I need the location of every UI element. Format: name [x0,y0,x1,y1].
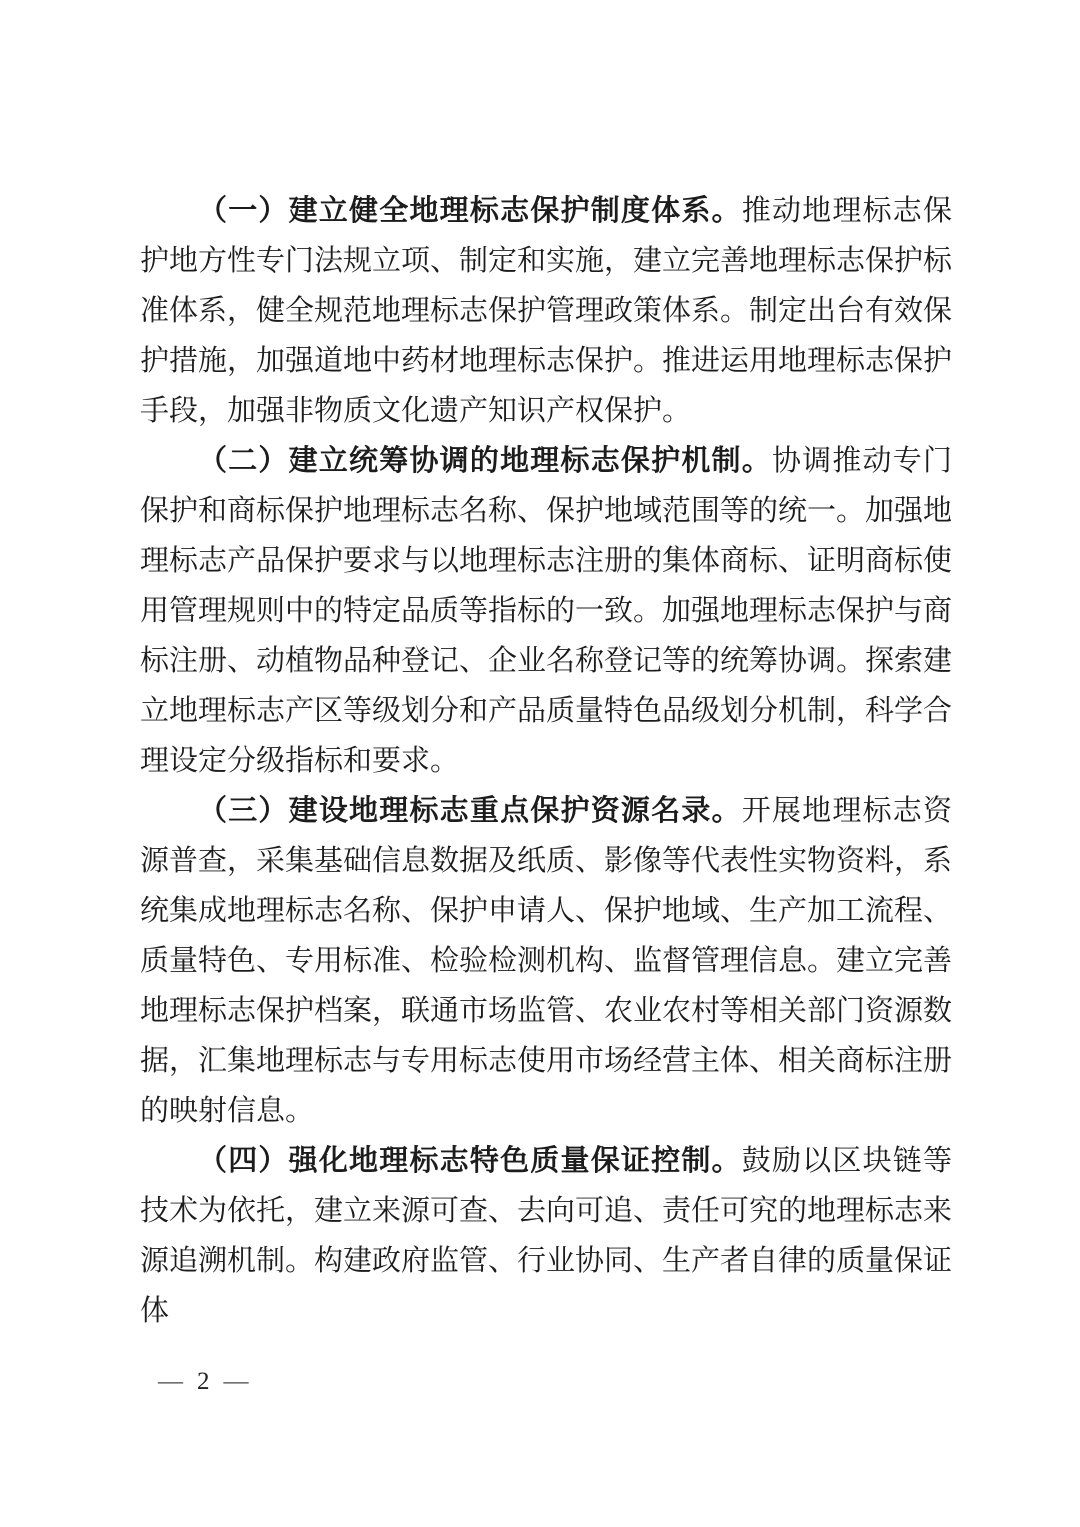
paragraph-2-text: 协调推动专门保护和商标保护地理标志名称、保护地域范围等的统一。加强地理标志产品保护要求与以地理标志注册的集体商标、证明商标使用管理规则中的特定品质等指标的一致。加强地理标志保护与商标注册、动植物品种登记、企业名称登记等的统筹协调。探索建立地理标志产区等级划分和产品质量特色品级划分机制，科学合理设定分级指标和要求。 [140,445,953,777]
paragraph-4-text: 鼓励以区块链等技术为依托，建立来源可查、去向可追、责任可究的地理标志来源追溯机制。构建政府监管、行业协同、生产者自律的质量保证体 [140,1145,953,1327]
page-number: 2 [197,1368,210,1395]
document-body [140,186,952,1336]
paragraph-4-heading: （四）强化地理标志特色质量保证控制。 [198,1145,742,1177]
paragraph-1-heading: （一）建立健全地理标志保护制度体系。 [198,195,742,227]
paragraph-3-text: 开展地理标志资源普查，采集基础信息数据及纸质、影像等代表性实物资料，系统集成地理标志名称、保护申请人、保护地域、生产加工流程、质量特色、专用标准、检验检测机构、监督管理信息。建立完善地理标志保护档案，联通市场监管、农业农村等相关部门资源数据，汇集地理标志与专用标志使用市场经营主体、相关商标注册的映射信息。 [140,795,953,1127]
paragraph-section-4 [140,1136,952,1336]
footer-dash-right: — [223,1368,249,1395]
paragraph-section-2 [140,436,952,786]
paragraph-3-heading: （三）建设地理标志重点保护资源名录。 [198,795,742,827]
paragraph-1-text: 推动地理标志保护地方性专门法规立项、制定和实施，建立完善地理标志保护标准体系，健全规范地理标志保护管理政策体系。制定出台有效保护措施，加强道地中药材地理标志保护。推进运用地理标志保护手段，加强非物质文化遗产知识产权保护。 [140,195,953,427]
paragraph-section-3 [140,786,952,1136]
paragraph-section-1 [140,186,952,436]
paragraph-2-heading: （二）建立统筹协调的地理标志保护机制。 [198,445,772,477]
page-footer [158,1368,249,1396]
footer-dash-left: — [158,1368,183,1395]
